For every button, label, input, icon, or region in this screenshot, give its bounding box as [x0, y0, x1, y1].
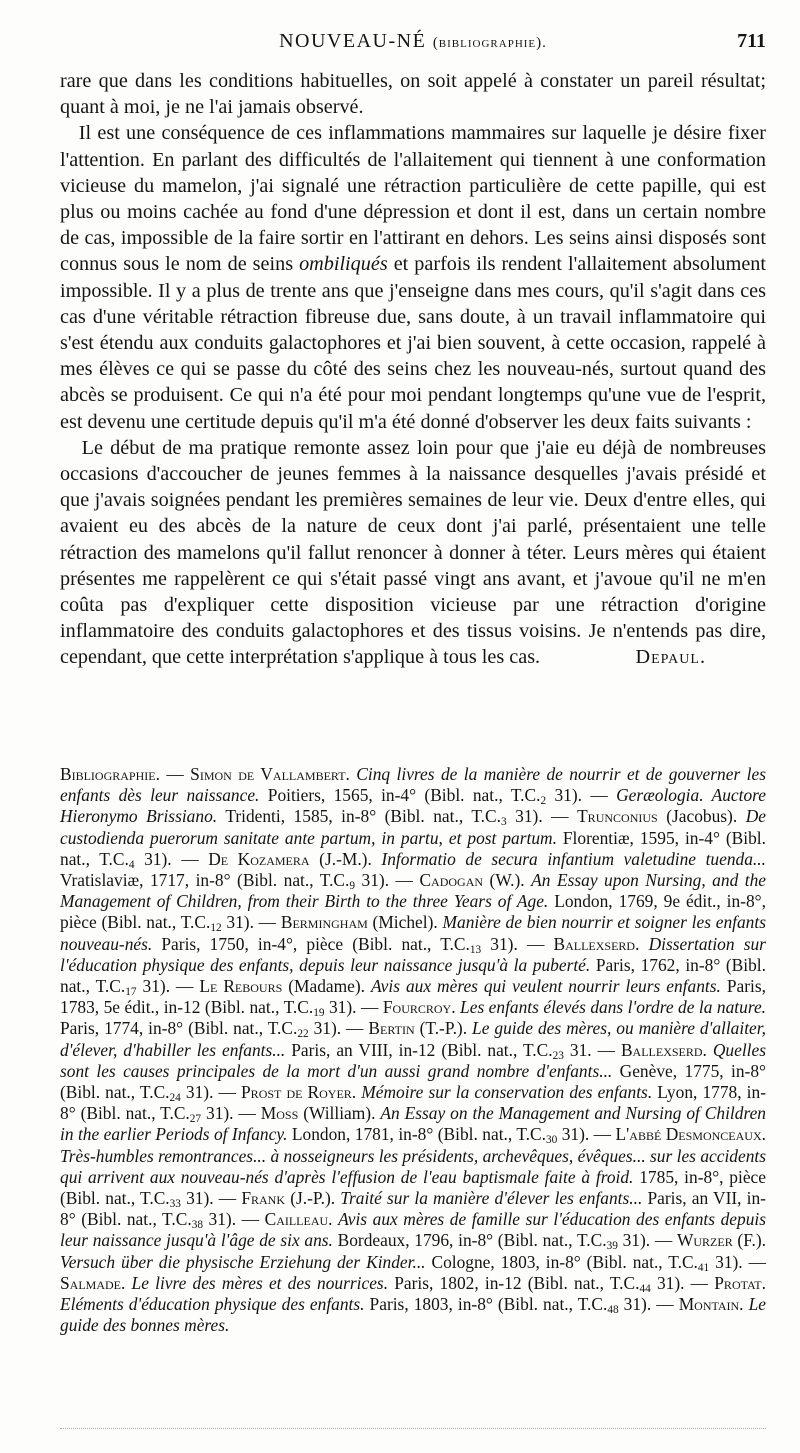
entry-author: Bertin — [368, 1018, 415, 1039]
entry-tail: 31). — — [136, 976, 194, 997]
entry-publication: (Madame). — [288, 976, 366, 997]
entry-author: Le Rebours — [199, 976, 283, 997]
paragraph-2 — [60, 120, 766, 434]
paragraph-2-start: Il est une conséquence de ces inflammations mammaires sur laquelle je désire fixer l'attention. En parlant des difficultés de l'allaitement qui tiennent à une conformation vicieuse du mamelon, j'ai signalé une rétraction particulière de cette papille, qui est plus ou moins cachée au fond d'une dépression et dont il est, dans un certain nombre de cas, impossible de la faire sortir en l'attirant en dehors. Les seins ainsi disposés sont connus sous le nom de seins — [60, 122, 766, 276]
entry-publication: (J.-M.). — [319, 848, 372, 869]
entry-publication: Cologne, 1803, in-8° (Bibl. nat., T.C. — [431, 1251, 698, 1272]
entry-title: Le livre des mères et des nourrices. — [131, 1272, 389, 1293]
entry-title: Eléments d'éducation physique des enfants. — [60, 1294, 365, 1315]
entry-author: Cailleau. — [264, 1209, 333, 1230]
entry-tail: 31). — — [308, 1018, 364, 1039]
entry-shelfmark-subscript: 22 — [297, 1028, 309, 1041]
bibliography-entry — [241, 1188, 335, 1208]
entry-shelfmark-subscript: 33 — [169, 1197, 181, 1210]
entry-author: Fourcroy. — [382, 997, 456, 1018]
entry-title: De custodienda puerorum sanitate ante partum, in partu, et post partum. — [60, 806, 766, 848]
entry-tail: 31). — — [180, 1188, 237, 1209]
main-text — [60, 68, 766, 671]
entry-publication: Vratislaviæ, 1717, in-8° (Bibl. nat., T.C. — [60, 870, 350, 891]
footer-rule — [60, 1428, 766, 1429]
entry-tail: 31). — — [650, 1272, 709, 1293]
entry-publication: Genève, 1775, in-8° (Bibl. nat., T.C. — [60, 1060, 766, 1103]
entry-shelfmark-subscript: 44 — [639, 1282, 651, 1295]
entry-publication: Paris, 1774, in-8° (Bibl. nat., T.C. — [60, 1018, 298, 1039]
entry-tail: 31). — — [709, 1251, 766, 1272]
entry-author: Protat. — [714, 1272, 766, 1293]
entry-tail: 31). — — [506, 806, 569, 827]
entry-title: Quelles sont les causes principales de la mort d'un aussi grand nombre d'enfants... — [60, 1039, 766, 1081]
entry-tail: 31). — — [546, 785, 608, 806]
entry-author: Frank — [241, 1188, 286, 1209]
entry-tail: 31). — — [481, 933, 545, 954]
entry-publication: London, 1769, 9e édit., in-8°, pièce (Bibl. nat., T.C. — [60, 891, 766, 933]
entry-author: Moss — [260, 1103, 299, 1124]
entry-shelfmark-subscript: 39 — [606, 1240, 618, 1253]
running-title — [60, 30, 766, 53]
entry-tail: 31). — — [221, 912, 277, 933]
entry-shelfmark-subscript: 9 — [349, 879, 356, 892]
entry-author: De Kozamera — [208, 848, 310, 869]
entry-tail: 31. — — [563, 1039, 615, 1060]
entry-author: Bermingham — [280, 912, 368, 933]
entry-title: Informatio de secura infantium valetudine tuenda... — [381, 848, 766, 869]
entry-title: Geræologia. Auctore Hieronymo Brissiano. — [60, 785, 766, 827]
entry-tail: 31). — — [180, 1082, 236, 1103]
bibliography-entry — [577, 806, 737, 826]
bibliography-entry — [199, 976, 365, 996]
entry-author: Ballexserd. — [620, 1039, 707, 1060]
entry-tail: 31). — — [324, 997, 379, 1018]
entry-shelfmark-subscript: 4 — [128, 858, 135, 871]
entry-title: Mémoire sur la conservation des enfants. — [361, 1082, 653, 1103]
entry-publication: Paris, 1762, in-8° (Bibl. nat., T.C. — [60, 954, 766, 997]
bibliography — [60, 764, 766, 1336]
italic-term: ombiliqués — [299, 253, 388, 276]
bibliography-entry — [60, 1273, 708, 1293]
paragraph-3-text: Le début de ma pratique remonte assez loin pour que j'aie eu déjà de nombreuses occasions d'accoucher de jeunes femmes à la naissance desquelles j'avais présidé et que j'avais soignées pendant les premières semaines de leur vie. Deux d'entre elles, qui avaient eu des abcès de la nature de ceux dont j'ai parlé, présentaient une telle rétraction des mamelons qu'il fallut renoncer à donner à téter. Leurs mères qui étaient présentes me rappelèrent ce qui s'était passé vingt ans avant, et j'avoue qu'il ne m'en coûta pas d'expliquer cette disposition vicieuse par une rétraction d'origine inflammatoire des conduits galactophores et des tissus voisins. Je n'entends pas dire, cependant, que cette interprétation s'applique à tous les cas. — [60, 436, 767, 669]
entry-publication: Paris, 1803, in-8° (Bibl. nat., T.C. — [369, 1294, 608, 1315]
entry-publication: 1785, in-8°, pièce (Bibl. nat., T.C. — [60, 1166, 766, 1209]
entry-publication: Paris, 1802, in-12 (Bibl. nat., T.C. — [394, 1272, 640, 1293]
entry-author: Cadogan — [419, 870, 484, 891]
entry-title: Les enfants élevés dans l'ordre de la nature. — [460, 997, 767, 1018]
entry-title: Versuch über die physische Erziehung der Kinder... — [60, 1251, 426, 1272]
entry-publication: Paris, an VIII, in-12 (Bibl. nat., T.C. — [291, 1039, 553, 1060]
paragraph-3 — [60, 435, 766, 671]
entry-publication: Tridenti, 1585, in-8° (Bibl. nat., T.C. — [225, 806, 501, 827]
running-title-subtitle: (bibliographie). — [432, 35, 547, 51]
entry-tail: 31). — — [201, 1103, 256, 1124]
entry-author: Wurzer — [676, 1230, 733, 1251]
paragraph-2-end: et parfois ils rendent l'allaitement absolument impossible. Il y a plus de trente ans que j'enseigne dans mes cours, qu'il s'agit dans ces cas d'une véritable rétraction fibreuse due, sans doute, à un travail inflammatoire qui s'est étendu aux conduits galactophores et j'ai bien souvent, à cette occasion, rappelé à mes élèves ce qui se passe du côté des seins chez les nouveau-nés, surtout quand des abcès se produisent. Ce qui n'a été pour moi pendant longtemps qu'une vue de l'esprit, est devenu une certitude depuis qu'il m'a été donné d'observer les deux faits suivants : — [60, 253, 767, 433]
entry-publication: Poitiers, 1565, in-4° (Bibl. nat., T.C. — [267, 785, 541, 806]
entry-author: Simon de Vallambert. — [190, 764, 350, 784]
paragraph-1: rare que dans les conditions habituelles, on soit appelé à constater un pareil résultat; quant à moi, je ne l'ai jamais observé. — [60, 70, 766, 119]
bibliography-entry — [208, 849, 372, 869]
bibliography-entry — [261, 1103, 376, 1123]
entry-shelfmark-subscript: 13 — [469, 943, 482, 956]
entry-tail: 31). — — [355, 870, 413, 891]
entry-author: Salmade. — [60, 1272, 126, 1293]
running-title-main: NOUVEAU-NÉ — [279, 30, 427, 52]
entry-publication: Paris, 1750, in-4°, pièce (Bibl. nat., T.C. — [161, 933, 470, 954]
entry-title: Le guide des mères, ou manière d'allaiter, d'élever, d'habiller les enfants... — [60, 1018, 766, 1060]
entry-title: An Essay on the Management and Nursing of Children in the earlier Periods of Infancy. — [60, 1103, 766, 1145]
entry-publication: Paris, 1783, 5e édit., in-12 (Bibl. nat., T.C. — [60, 976, 766, 1018]
entry-shelfmark-subscript: 2 — [540, 795, 547, 808]
bibliography-label: Bibliographie. — — [60, 764, 184, 784]
entry-publication: (Jacobus). — [666, 806, 738, 827]
entry-tail: 31). — — [557, 1124, 612, 1145]
entry-publication: (Michel). — [372, 912, 438, 933]
entry-shelfmark-subscript: 27 — [189, 1113, 202, 1126]
entry-shelfmark-subscript: 3 — [500, 816, 507, 829]
entry-shelfmark-subscript: 17 — [125, 985, 137, 998]
entry-publication: (W.). — [489, 870, 525, 891]
entry-title: Dissertation sur l'éducation physique des enfants, depuis leur naissance jusqu'à la puberté. — [60, 933, 766, 975]
entry-title: Cinq livres de la manière de nourrir et de gouverner les enfants dès leur naissance. — [60, 764, 766, 806]
entry-publication: Bordeaux, 1796, in-8° (Bibl. nat., T.C. — [337, 1230, 607, 1251]
entry-title: Avis aux mères de famille sur l'éducation des enfants depuis leur naissance jusqu'à l'âge de six ans. — [60, 1209, 766, 1251]
entry-tail: 31). — — [618, 1294, 674, 1315]
entry-publication: Paris, an VII, in-8° (Bibl. nat., T.C. — [60, 1188, 766, 1230]
entry-publication: Lyon, 1778, in-8° (Bibl. nat., T.C. — [60, 1082, 766, 1124]
entry-tail: 31). — — [202, 1209, 260, 1230]
entry-author: Ballexserd. — [553, 933, 640, 954]
bibliography-entry — [419, 870, 524, 890]
bibliography-paragraph — [60, 764, 766, 1336]
bibliography-entry — [677, 1230, 766, 1250]
author-signature: Depaul. — [635, 646, 706, 669]
entry-shelfmark-subscript: 23 — [552, 1049, 564, 1062]
entry-publication: (William). — [303, 1103, 376, 1124]
entry-title: Manière de bien nourrir et soigner les enfants nouveau-nés. — [60, 912, 766, 954]
entry-title: Le guide des bonnes mères. — [60, 1294, 766, 1336]
entry-title: Traité sur la manière d'élever les enfants... — [340, 1188, 643, 1209]
entry-publication: (F.). — [737, 1230, 766, 1251]
entry-shelfmark-subscript: 48 — [607, 1303, 619, 1316]
entry-author: Montain. — [678, 1294, 744, 1315]
entry-author: Trunconius — [577, 806, 658, 827]
page-header — [60, 30, 766, 56]
entry-publication: London, 1781, in-8° (Bibl. nat., T.C. — [291, 1124, 546, 1145]
entry-publication: (T.-P.). — [419, 1018, 468, 1039]
entry-shelfmark-subscript: 30 — [545, 1134, 558, 1147]
page-number: 711 — [737, 30, 766, 52]
bibliography-entry — [60, 1252, 766, 1272]
entry-author: Prost de Royer. — [241, 1082, 357, 1103]
entry-shelfmark-subscript: 38 — [191, 1219, 203, 1232]
entry-tail: 31). — — [617, 1230, 673, 1251]
entry-title: An Essay upon Nursing, and the Management of Children, from their Birth to the three Years of Age. — [60, 870, 766, 912]
entry-tail: 31). — — [134, 848, 199, 869]
entry-publication: Florentiæ, 1595, in-4° (Bibl. nat., T.C. — [60, 827, 766, 869]
entry-shelfmark-subscript: 19 — [313, 1007, 325, 1020]
entry-author: L'abbé Desmonceaux. — [615, 1124, 766, 1145]
entry-publication: (J.-P.). — [290, 1188, 336, 1209]
entry-title: Avis aux mères qui veulent nourrir leurs enfants. — [371, 976, 721, 997]
bibliography-entry — [281, 912, 438, 932]
entry-title: Très-humbles remontrances... à nosseigneurs les présidents, archevêques, évêques... sur les accidents qui arrivent aux nouveau-nés d'après l'effusion de l'eau baptismale faite à froid. — [60, 1145, 766, 1187]
bibliography-entry — [368, 1018, 467, 1038]
entry-shelfmark-subscript: 12 — [210, 922, 222, 935]
entry-shelfmark-subscript: 24 — [169, 1091, 181, 1104]
entry-shelfmark-subscript: 41 — [697, 1261, 710, 1274]
